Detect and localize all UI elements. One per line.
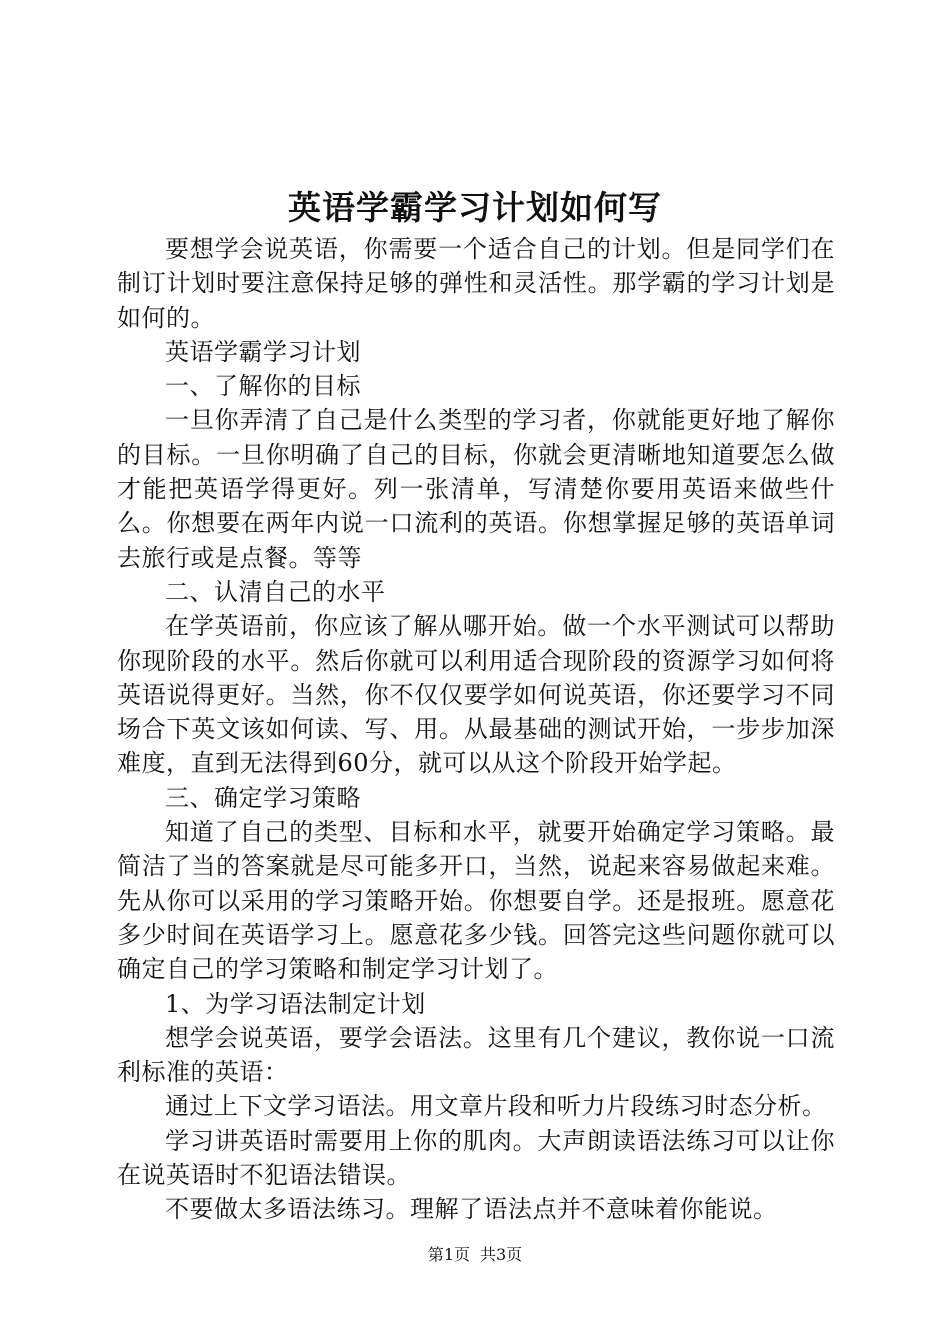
grammar-intro-paragraph: 想学会说英语，要学会语法。这里有几个建议，教你说一口流利标准的英语：	[117, 1023, 835, 1087]
page-total: 共3页	[480, 1245, 523, 1264]
grammar-tip-practice: 不要做太多语法练习。理解了语法点并不意味着你能说。	[165, 1195, 778, 1224]
page-footer	[0, 1243, 950, 1267]
intro-paragraph: 要想学会说英语，你需要一个适合自己的计划。但是同学们在制订计划时要注意保持足够的弹性和灵活性。那学霸的学习计划是如何的。	[117, 235, 835, 332]
subsection-heading-grammar: 1、为学习语法制定计划	[165, 989, 426, 1018]
grammar-tip-read-aloud: 学习讲英语时需要用上你的肌肉。大声朗读语法练习可以让你在说英语时不犯语法错误。	[117, 1126, 835, 1190]
strategy-paragraph: 知道了自己的类型、目标和水平，就要开始确定学习策略。最简洁了当的答案就是尽可能多开口，当然，说起来容易做起来难。先从你可以采用的学习策略开始。你想要自学。还是报班。愿意花多少时间在英语学习上。愿意花多少钱。回答完这些问题你就可以确定自己的学习策略和制定学习计划了。	[117, 818, 835, 984]
goal-paragraph: 一旦你弄清了自己是什么类型的学习者，你就能更好地了解你的目标。一旦你明确了自己的目标，你就会更清晰地知道要怎么做才能把英语学得更好。列一张清单，写清楚你要用英语来做些什么。你想要在两年内说一口流利的英语。你想掌握足够的英语单词去旅行或是点餐。等等	[117, 406, 835, 572]
page-number: 第1页	[427, 1245, 470, 1264]
plan-heading: 英语学霸学习计划	[165, 337, 361, 366]
page-title: 英语学霸学习计划如何写	[288, 188, 662, 227]
level-paragraph: 在学英语前，你应该了解从哪开始。做一个水平测试可以帮助你现阶段的水平。然后你就可以利用适合现阶段的资源学习如何将英语说得更好。当然，你不仅仅要学如何说英语，你还要学习不同场合下英文该如何读、写、用。从最基础的测试开始，一步步加深难度，直到无法得到60分，就可以从这个阶段开始学起。	[117, 612, 835, 778]
grammar-tip-context: 通过上下文学习语法。用文章片段和听力片段练习时态分析。	[165, 1092, 827, 1121]
section-heading-strategy: 三、确定学习策略	[165, 783, 361, 812]
section-heading-goal: 一、了解你的目标	[165, 372, 361, 401]
document-body	[117, 232, 835, 1227]
section-heading-level: 二、认清自己的水平	[165, 577, 386, 606]
